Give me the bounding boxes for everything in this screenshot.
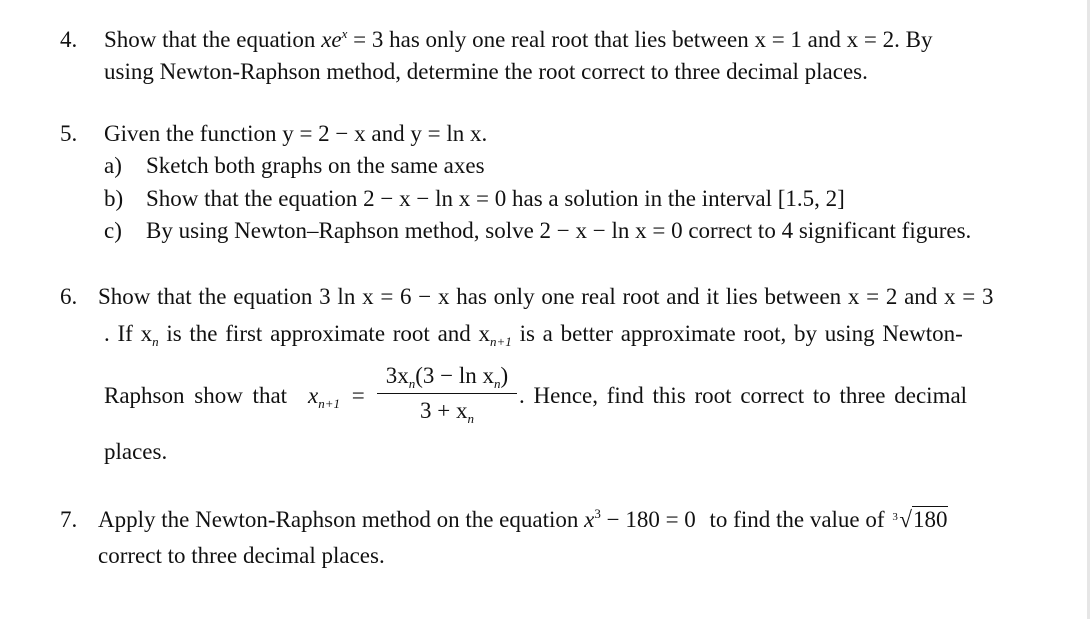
q4-eq-base: xe xyxy=(321,27,342,52)
q6-den-sub: n xyxy=(467,411,474,426)
question-6-line-3-a xyxy=(104,382,287,410)
question-6-line-3-b: . Hence, find this root correct to three decimal xyxy=(519,383,968,408)
question-5c-text: By using Newton–Raphson method, solve 2 − x − ln x = 0 correct to 4 significant figures. xyxy=(146,218,972,243)
q6-fraction xyxy=(377,362,517,425)
radical-icon: √ xyxy=(899,507,912,532)
question-5b-text: Show that the equation 2 − x − ln x = 0 has a solution in the interval [1.5, 2] xyxy=(146,186,845,211)
question-5-intro: Given the function y = 2 − x and y = ln x. xyxy=(104,121,488,146)
q4-text-c: x = 1 and x = 2. By xyxy=(754,27,933,52)
q6-num-rest: (3 − ln x xyxy=(415,363,495,388)
q6-num-sub2: n xyxy=(494,376,501,391)
q4-text-b: has only one real root that lies between xyxy=(389,27,749,52)
q6-line2-a: . If x xyxy=(104,321,153,346)
q6-numerator xyxy=(377,362,517,390)
q6-den-a: 3 + x xyxy=(420,398,468,423)
question-7-line-1 xyxy=(98,506,948,534)
q7-eq-exp: 3 xyxy=(594,506,601,521)
question-4-line-1 xyxy=(104,26,932,54)
q6-line2-sub2: n+1 xyxy=(490,334,512,349)
q6-num-close: ) xyxy=(500,363,509,388)
q6-line2-sub1: n xyxy=(152,334,159,349)
question-5a-label: a) xyxy=(104,153,122,178)
q7-root-index: 3 xyxy=(892,511,898,523)
q6-denominator xyxy=(377,397,517,425)
question-4-line-2: using Newton-Raphson method, determine the root correct to three decimal places. xyxy=(104,59,868,84)
question-5a-text: Sketch both graphs on the same axes xyxy=(146,153,485,178)
q4-eq-rest: = 3 xyxy=(353,27,384,52)
q6-line2-b: is the first approximate root and x xyxy=(166,321,491,346)
q6-fraction-bar xyxy=(377,393,517,394)
q4-eq-exp: x xyxy=(341,26,348,41)
q6-num-sub: n xyxy=(408,376,416,391)
q6-equals: = xyxy=(351,383,365,408)
question-6-line-2 xyxy=(104,320,963,348)
question-6-line-1: Show that the equation 3 ln x = 6 − x has only one real root and it lies between x = 2 and x = 3 xyxy=(98,284,994,309)
question-6-number: 6. xyxy=(60,284,78,309)
q6-lhs-sub: n+1 xyxy=(318,396,340,411)
q7-root-value: 180 xyxy=(912,507,948,532)
question-5-number: 5. xyxy=(60,121,78,146)
q6-lhs-base: x xyxy=(308,383,319,408)
question-5c-label: c) xyxy=(104,218,122,243)
question-7-line-2: correct to three decimal places. xyxy=(98,543,385,568)
question-7-number: 7. xyxy=(60,507,78,532)
q6-line2-c: is a better approximate root, by using Newton- xyxy=(519,321,963,346)
q6-line3-a: Raphson show that xyxy=(104,383,288,408)
q7-text-a: Apply the Newton-Raphson method on the equation xyxy=(98,507,579,532)
q7-eq-rest: − 180 = 0 xyxy=(606,507,696,532)
q7-text-b: to find the value of xyxy=(709,507,885,532)
q7-eq-base: x xyxy=(584,507,595,532)
question-5b-label: b) xyxy=(104,186,124,211)
q6-num-a: 3x xyxy=(385,363,409,388)
cube-root-180 xyxy=(890,506,948,534)
question-6-line-4: places. xyxy=(104,439,168,464)
question-6-lhs xyxy=(308,382,365,410)
q4-text-a: Show that the equation xyxy=(104,27,316,52)
question-4-number: 4. xyxy=(60,27,78,52)
